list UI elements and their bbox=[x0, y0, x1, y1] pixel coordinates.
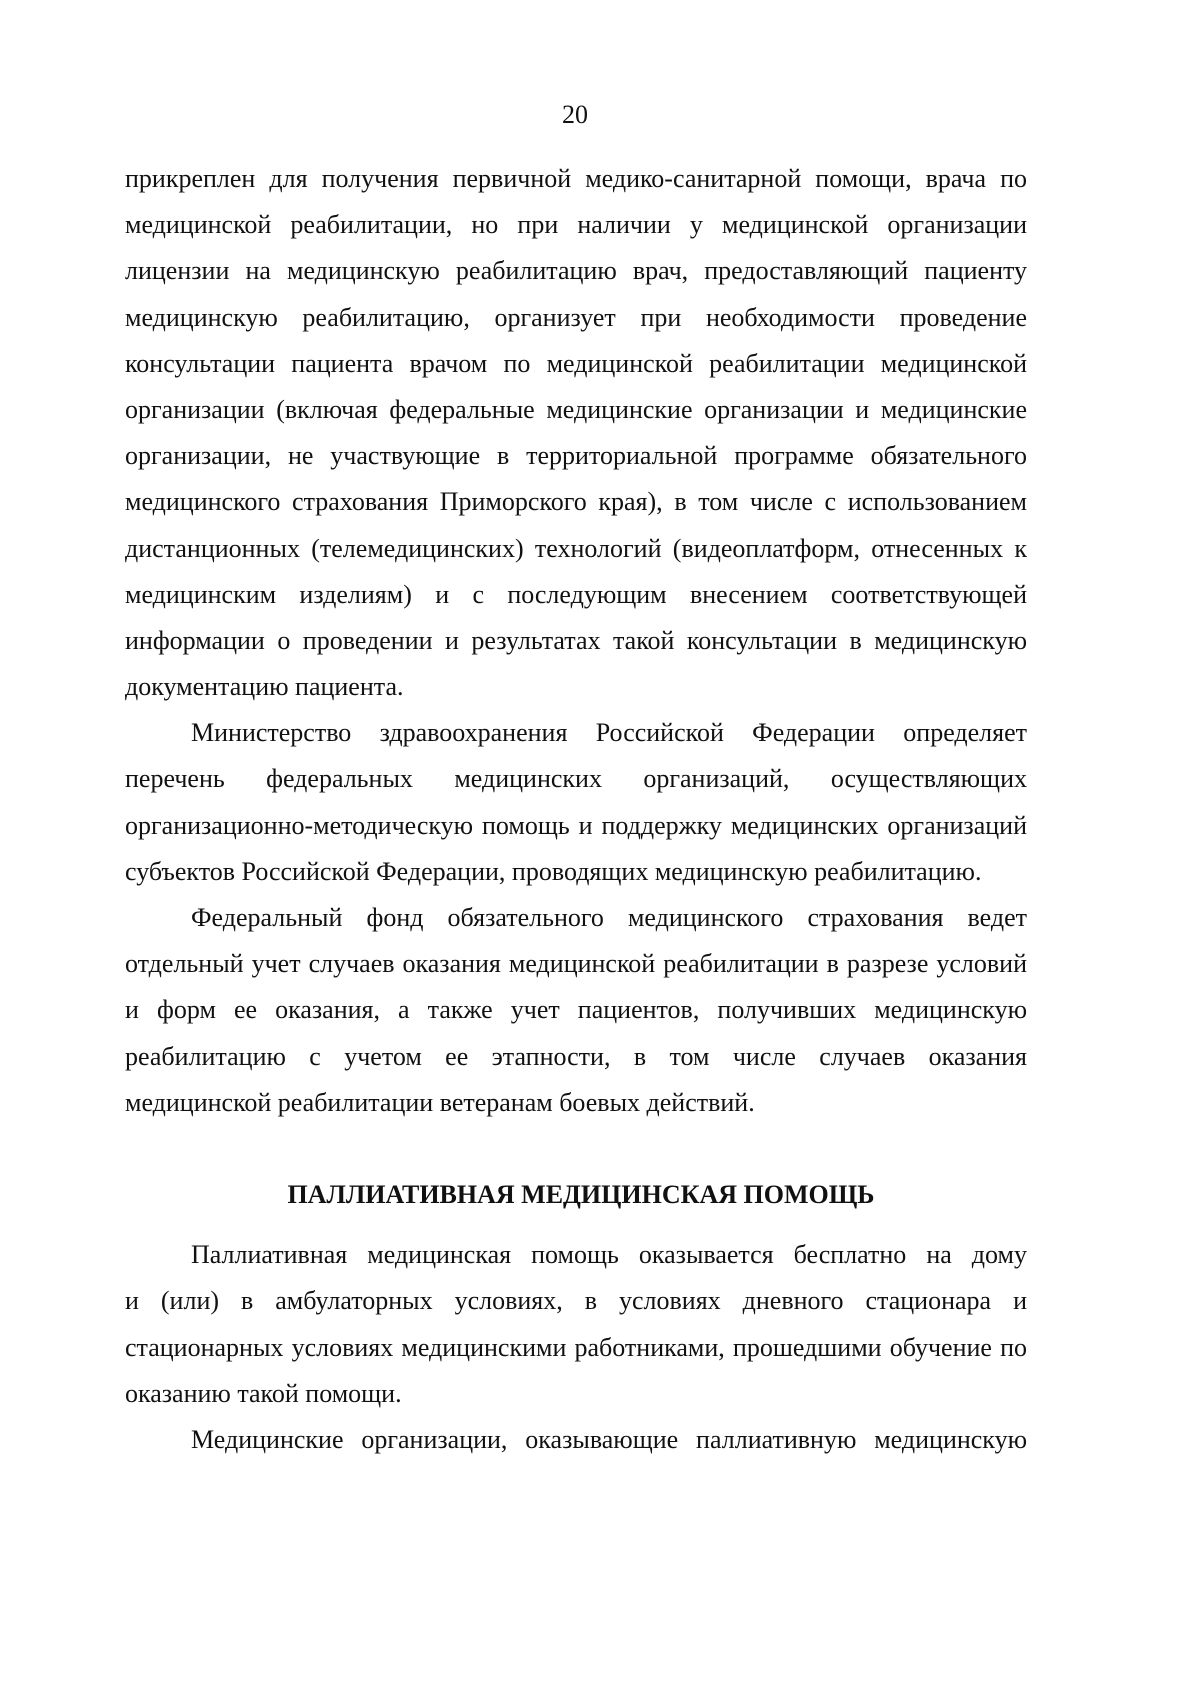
text-line: оказанию такой помощи. bbox=[125, 1378, 402, 1408]
text-line: информации о проведении и результатах такой консультации в медицинскую bbox=[125, 625, 1027, 655]
text-line: реабилитацию с учетом ее этапности, в том числе случаев оказания bbox=[125, 1041, 1027, 1071]
paragraph bbox=[125, 1417, 1027, 1463]
text-line: медицинской реабилитации, но при наличии у медицинской организации bbox=[125, 210, 1027, 240]
text-line: стационарных условиях медицинскими работниками, прошедшими обучение по bbox=[125, 1332, 1027, 1362]
paragraph bbox=[125, 895, 1027, 1126]
text-line: медицинской реабилитации ветеранам боевых действий. bbox=[125, 1087, 755, 1117]
text-line: и (или) в амбулаторных условиях, в условиях дневного стационара и bbox=[125, 1286, 1027, 1316]
section-heading: ПАЛЛИАТИВНАЯ МЕДИЦИНСКАЯ ПОМОЩЬ bbox=[287, 1179, 875, 1209]
page-number: 20 bbox=[562, 100, 588, 129]
text-line: организационно-методическую помощь и поддержку медицинских организаций bbox=[125, 810, 1027, 840]
text-line: дистанционных (телемедицинских) технологий (видеоплатформ, отнесенных к bbox=[125, 533, 1027, 563]
text-line: и форм ее оказания, а также учет пациентов, получивших медицинскую bbox=[125, 995, 1027, 1025]
text-line: медицинским изделиям) и с последующим внесением соответствующей bbox=[125, 579, 1027, 609]
text-line: Министерство здравоохранения Российской Федерации определяет bbox=[191, 718, 1027, 748]
text-line: медицинскую реабилитацию, организует при необходимости проведение bbox=[125, 302, 1027, 332]
text-line: организации, не участвующие в территориальной программе обязательного bbox=[125, 441, 1027, 471]
text-line: отдельный учет случаев оказания медицинской реабилитации в разрезе условий bbox=[125, 949, 1027, 979]
text-line: Паллиативная медицинская помощь оказывается бесплатно на дому bbox=[191, 1240, 1027, 1270]
text-line: организации (включая федеральные медицинские организации и медицинские bbox=[125, 394, 1027, 424]
paragraph bbox=[125, 710, 1027, 895]
text-line: Федеральный фонд обязательного медицинского страхования ведет bbox=[191, 903, 1027, 932]
text-line: консультации пациента врачом по медицинской реабилитации медицинской bbox=[125, 348, 1027, 378]
paragraph bbox=[125, 156, 1027, 710]
text-line: документацию пациента. bbox=[125, 672, 404, 702]
text-line: Медицинские организации, оказывающие паллиативную медицинскую bbox=[191, 1424, 1027, 1454]
paragraph bbox=[125, 1232, 1027, 1417]
text-line: перечень федеральных медицинских организаций, осуществляющих bbox=[125, 764, 1027, 794]
text-line: лицензии на медицинскую реабилитацию врач, предоставляющий пациенту bbox=[125, 256, 1027, 286]
document-body bbox=[125, 156, 1027, 1463]
text-line: субъектов Российской Федерации, проводящих медицинскую реабилитацию. bbox=[125, 856, 982, 886]
text-line: прикреплен для получения первичной медико-санитарной помощи, врача по bbox=[125, 164, 1027, 193]
text-line: медицинского страхования Приморского края), в том числе с использованием bbox=[125, 487, 1027, 517]
